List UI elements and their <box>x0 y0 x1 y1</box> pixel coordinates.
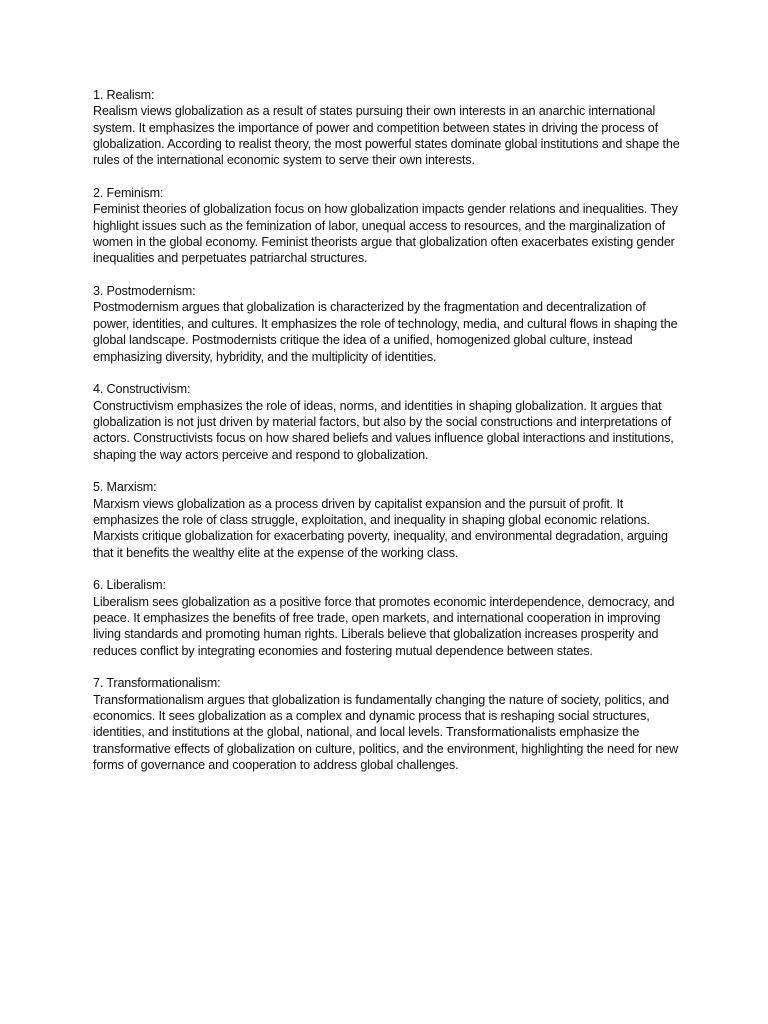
section-transformationalism <box>93 675 683 773</box>
section-heading: 3. Postmodernism: <box>93 284 196 299</box>
document-body <box>93 87 683 790</box>
section-liberalism <box>93 577 683 659</box>
section-text: Constructivism emphasizes the role of ideas, norms, and identities in shaping globalization. It argues that globalization is not just driven by material factors, but also by the social constructions and interpretations of actors. Constructivists focus on how shared beliefs and values influence global interactions and institutions, shaping the way actors perceive and respond to globalization. <box>93 398 674 462</box>
section-realism <box>93 87 683 169</box>
section-text: Feminist theories of globalization focus on how globalization impacts gender relations and inequalities. They highlight issues such as the feminization of labor, unequal access to resources, and the marginalization of women in the global economy. Feminist theorists argue that globalization often exacerbates existing gender inequalities and perpetuates patriarchal structures. <box>93 202 678 266</box>
section-text: Liberalism sees globalization as a positive force that promotes economic interdependence, democracy, and peace. It emphasizes the benefits of free trade, open markets, and international cooperation in improving living standards and promoting human rights. Liberals believe that globalization increases prosperity and reduces conflict by integrating economies and fostering mutual dependence between states. <box>93 594 675 658</box>
section-heading: 2. Feminism: <box>93 186 164 201</box>
section-text: Realism views globalization as a result of states pursuing their own interests in an anarchic international system. It emphasizes the importance of power and competition between states in driving the process of globalization. According to realist theory, the most powerful states dominate global institutions and shape the rules of the international economic system to serve their own interests. <box>93 104 680 168</box>
section-postmodernism <box>93 283 683 365</box>
section-heading: 5. Marxism: <box>93 480 157 495</box>
section-constructivism <box>93 381 683 463</box>
section-heading: 4. Constructivism: <box>93 382 191 397</box>
section-text: Transformationalism argues that globalization is fundamentally changing the nature of society, politics, and economics. It sees globalization as a complex and dynamic process that is reshaping social structures, identities, and institutions at the global, national, and local levels. Transformationalists emphasize the transformative effects of globalization on culture, politics, and the environment, highlighting the need for new forms of governance and cooperation to address global challenges. <box>93 692 679 773</box>
section-heading: 1. Realism: <box>93 88 155 102</box>
section-heading: 7. Transformationalism: <box>93 676 221 691</box>
section-feminism <box>93 185 683 267</box>
section-marxism <box>93 479 683 561</box>
section-heading: 6. Liberalism: <box>93 578 166 593</box>
section-text: Postmodernism argues that globalization is characterized by the fragmentation and decentralization of power, identities, and cultures. It emphasizes the role of technology, media, and cultural flows in shaping the global landscape. Postmodernists critique the idea of a unified, homogenized global culture, instead emphasizing diversity, hybridity, and the multiplicity of identities. <box>93 300 678 364</box>
section-text: Marxism views globalization as a process driven by capitalist expansion and the pursuit of profit. It emphasizes the role of class struggle, exploitation, and inequality in shaping global economic relations. Marxists critique globalization for exacerbating poverty, inequality, and environmental degradation, arguing that it benefits the wealthy elite at the expense of the working class. <box>93 496 668 560</box>
